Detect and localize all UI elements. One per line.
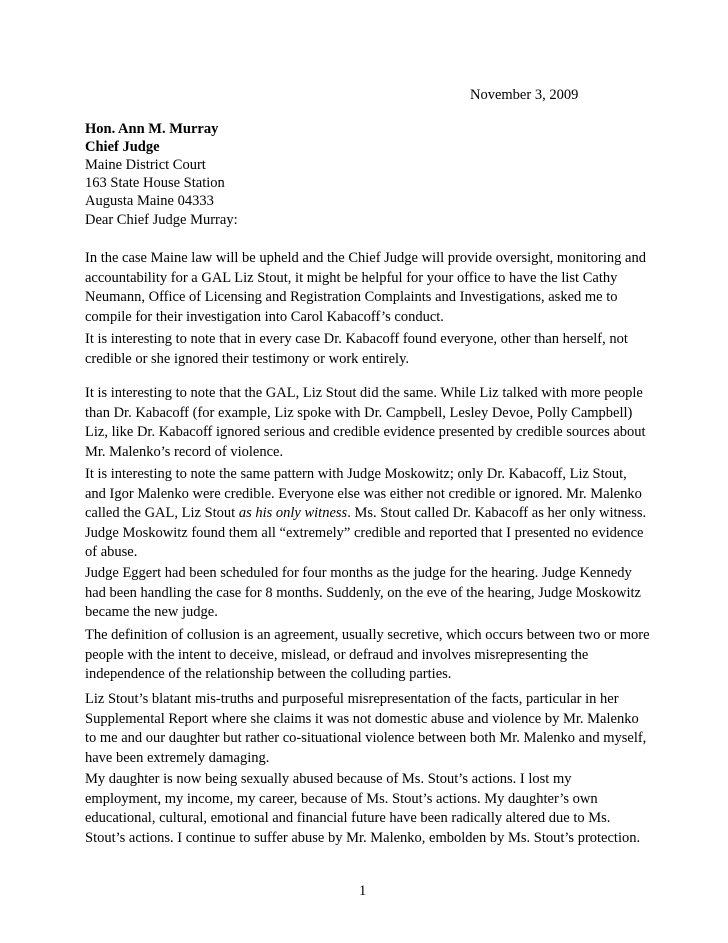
paragraph-line: Mr. Malenko’s record of violence. [85, 443, 284, 460]
paragraph-7 [85, 690, 645, 768]
paragraph-8 [85, 770, 645, 848]
recipient-street: 163 State House Station [85, 175, 225, 191]
paragraph-line: than Dr. Kabacoff (for example, Liz spoke with Dr. Campbell, Lesley Devoe, Polly Campbell) [85, 404, 633, 421]
paragraph-3 [85, 384, 645, 462]
recipient-court: Maine District Court [85, 157, 206, 173]
paragraph-line: to me and our daughter but rather co-situational violence between both Mr. Malenko and myself, [85, 730, 647, 746]
paragraph-line: credible or she ignored their testimony or work entirely. [85, 350, 410, 367]
paragraph-line: Stout’s actions. I continue to suffer abuse by Mr. Malenko, embolden by Ms. Stout’s protection. [85, 829, 641, 846]
text-run: . Ms. Stout called Dr. Kabacoff as her only witness. [347, 505, 647, 521]
text-run: called the GAL, Liz Stout [85, 505, 239, 521]
letter-date: November 3, 2009 [470, 87, 579, 103]
paragraph-line: Supplemental Report where she claims it was not domestic abuse and violence by Mr. Malenko [85, 710, 639, 727]
paragraph-line: and Igor Malenko were credible. Everyone else was either not credible or ignored. Mr. Malenko [85, 485, 642, 502]
paragraph-line: employment, my income, my career, because of Ms. Stout’s actions. My daughter’s own [85, 790, 598, 807]
recipient-city: Augusta Maine 04333 [85, 193, 214, 209]
paragraph-line: Liz Stout’s blatant mis-truths and purposeful misrepresentation of the facts, particular in her [85, 691, 619, 707]
emphasized-text: as his only witness [238, 505, 348, 521]
paragraph-1 [85, 249, 645, 327]
paragraph-line: people with the intent to deceive, mislead, or defraud and involves misrepresenting the [85, 646, 589, 663]
paragraph-line-with-emphasis [85, 504, 645, 524]
paragraph-line: Neumann, Office of Licensing and Registration Complaints and Investigations, asked me to [85, 289, 618, 305]
paragraph-line: independence of the relationship between the colluding parties. [85, 666, 452, 682]
paragraph-2 [85, 330, 645, 369]
paragraph-line: educational, cultural, emotional and financial future have been radically altered due to Ms. [85, 810, 611, 826]
paragraph-6 [85, 626, 650, 685]
recipient-address-block [85, 120, 225, 210]
paragraph-line: It is interesting to note the same pattern with Judge Moskowitz; only Dr. Kabacoff, Liz Stout, [85, 466, 627, 482]
paragraph-line: accountability for a GAL Liz Stout, it might be helpful for your office to have the list Cathy [85, 269, 618, 286]
recipient-name: Hon. Ann M. Murray [85, 121, 219, 137]
paragraph-line: compile for their investigation into Carol Kabacoff’s conduct. [85, 308, 444, 325]
paragraph-4 [85, 465, 645, 563]
paragraph-line: The definition of collusion is an agreement, usually secretive, which occurs between two or more [85, 627, 650, 643]
recipient-title: Chief Judge [85, 139, 160, 155]
paragraph-line: of abuse. [85, 544, 138, 560]
page-number: 1 [359, 883, 367, 899]
paragraph-line: In the case Maine law will be upheld and the Chief Judge will provide oversight, monitoring and [85, 250, 646, 266]
paragraph-line: became the new judge. [85, 604, 218, 620]
salutation: Dear Chief Judge Murray: [85, 212, 238, 228]
paragraph-line: My daughter is now being sexually abused because of Ms. Stout’s actions. I lost my [85, 771, 572, 787]
paragraph-line: It is interesting to note that the GAL, Liz Stout did the same. While Liz talked with more people [85, 385, 643, 401]
paragraph-line: Liz, like Dr. Kabacoff ignored serious and credible evidence presented by credible sources about [85, 424, 646, 440]
paragraph-5 [85, 564, 645, 623]
paragraph-line: It is interesting to note that in every case Dr. Kabacoff found everyone, other than herself, not [85, 331, 628, 347]
paragraph-line: Judge Moskowitz found them all “extremely” credible and reported that I presented no evidence [85, 524, 644, 541]
paragraph-line: had been handling the case for 8 months. Suddenly, on the eve of the hearing, Judge Moskowitz [85, 584, 641, 601]
paragraph-line: Judge Eggert had been scheduled for four months as the judge for the hearing. Judge Kennedy [85, 565, 632, 581]
paragraph-line: have been extremely damaging. [85, 749, 270, 766]
